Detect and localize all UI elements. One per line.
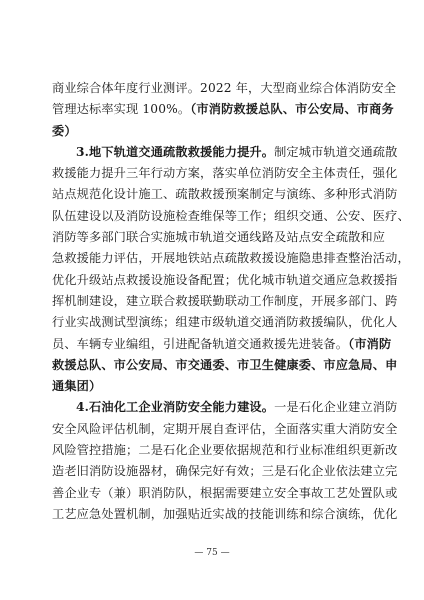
bold-text-segment: 救援总队、市公安局、市交通委、市卫生健康委、市应急局、申 — [52, 357, 398, 372]
text-segment: 救援能力提升三年行动方案，落实单位消防安全主体责任，强化 — [52, 166, 398, 181]
text-line — [52, 184, 398, 205]
bold-text-segment: （市消防救援总队、市公安局、市商务 — [190, 102, 394, 117]
bold-text-segment: 委） — [52, 123, 77, 138]
text-line — [52, 248, 410, 269]
text-line — [52, 312, 398, 333]
text-segment: 消防等多部门联合实施城市轨道交通线路及站点安全疏散和应 — [52, 230, 386, 245]
bold-text-segment: 通集团） — [52, 379, 102, 394]
text-line — [52, 270, 398, 291]
text-line — [52, 227, 386, 248]
text-segment: 安全风险评估机制，定期开展自查评估，全面落实重大消防安全 — [52, 421, 398, 436]
text-line — [52, 142, 398, 163]
page-number: — 75 — — [194, 548, 230, 558]
text-segment: 员、车辆专业编组，引进配备轨道交通救援先进装备。 — [52, 336, 349, 351]
text-segment: 商业综合体年度行业测评。2022 年，大型商业综合体消防安全 — [52, 81, 397, 95]
bold-text-segment: 3.地下轨道交通疏散救援能力提升。 — [76, 144, 275, 159]
text-line — [52, 376, 374, 397]
bold-text-segment: （市消防 — [348, 336, 392, 351]
text-line — [52, 78, 397, 99]
text-segment: 优化升级站点救援设施设备配置；优化城市轨道交通应急救援指 — [52, 272, 398, 287]
text-segment: 行业实战测试型演练；组建市级轨道交通消防救援编队，优化人 — [52, 315, 398, 330]
text-line — [52, 397, 398, 418]
text-segment: 急救援能力评估，开展地铁站点疏散救援设施隐患排查整治活动， — [52, 251, 410, 266]
text-line — [52, 206, 410, 227]
text-line — [52, 163, 398, 184]
body-text — [52, 78, 410, 525]
text-segment: 管理达标率实现 100%。 — [52, 102, 191, 117]
bold-text-segment: 4.石油化工企业消防安全能力建设。 — [76, 400, 275, 415]
text-line — [52, 121, 374, 142]
text-line — [52, 334, 392, 355]
text-segment: 一是石化企业建立消防 — [274, 400, 398, 415]
text-line — [52, 419, 398, 440]
text-line — [52, 355, 398, 376]
text-segment: 风险管控措施；二是石化企业要依据规范和行业标准组织更新改 — [52, 443, 398, 458]
text-line — [52, 483, 398, 504]
text-segment: 工艺应急处置机制，加强贴近实战的技能训练和综合演练，优化 — [52, 506, 398, 521]
text-segment: 站点规范化设计施工、疏散救援预案制定与演练、多种形式消防 — [52, 187, 398, 202]
text-segment: 造老旧消防设施器材，确保完好有效；三是石化企业依法建立完 — [52, 464, 398, 479]
text-line — [52, 461, 398, 482]
text-line — [52, 440, 398, 461]
text-segment: 挥机制建设，建立联合救援联勤联动工作制度，开展多部门、跨 — [52, 293, 398, 308]
text-segment: 善企业专（兼）职消防队，根据需要建立安全事故工艺处置队或 — [52, 485, 398, 500]
text-segment: 制定城市轨道交通疏散 — [274, 144, 398, 159]
text-line — [52, 99, 394, 120]
text-line — [52, 291, 398, 312]
text-line — [52, 504, 398, 525]
text-segment: 队伍建设以及消防设施检查维保等工作；组织交通、公安、医疗、 — [52, 208, 410, 223]
